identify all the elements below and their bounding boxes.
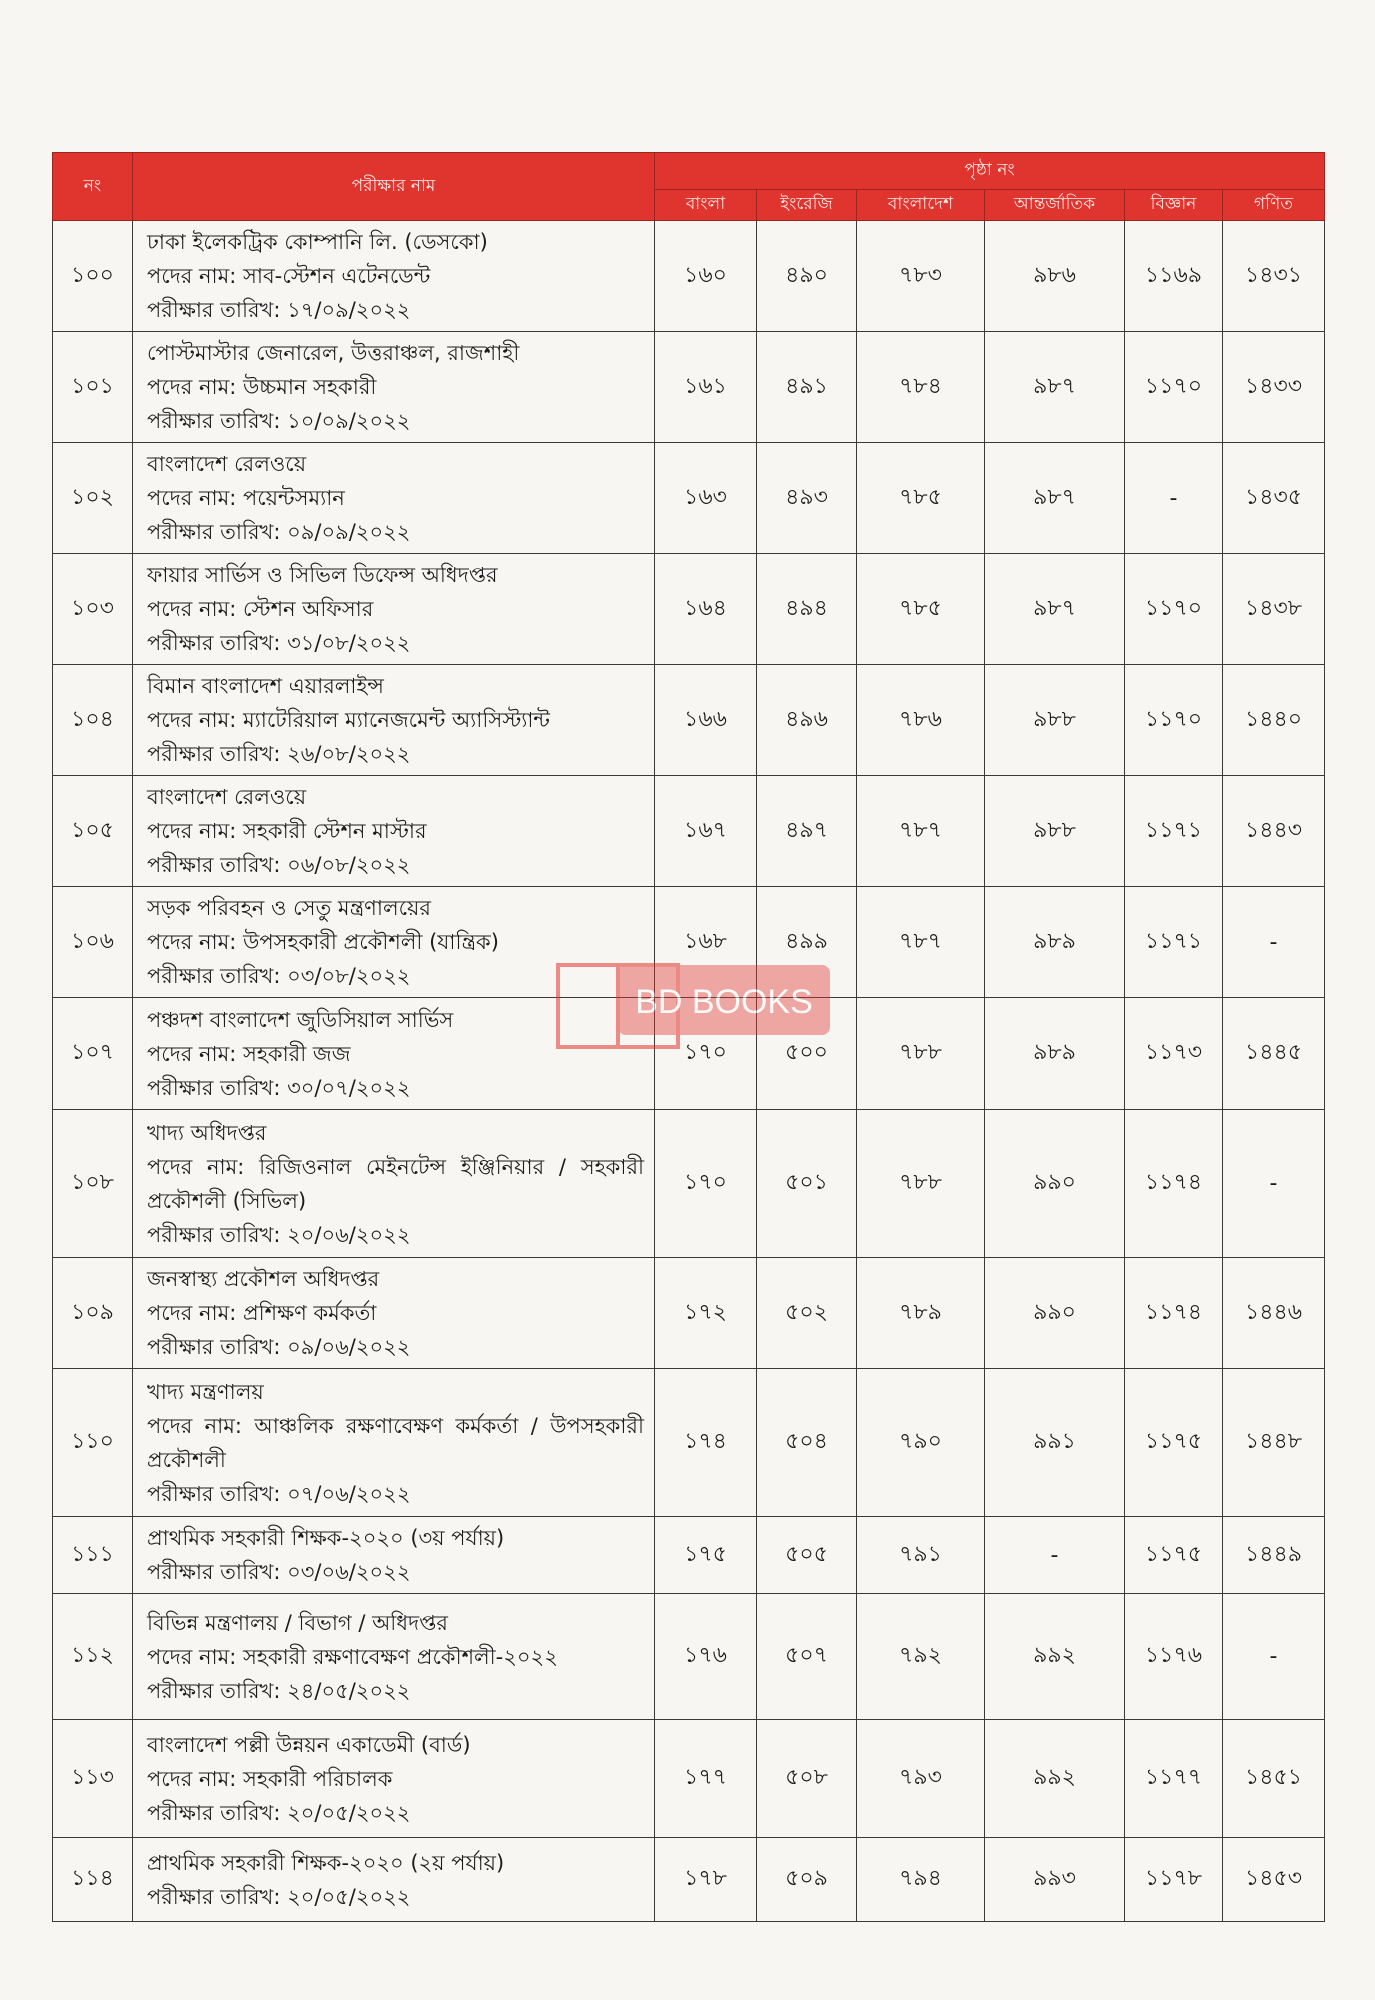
- page-bangladesh: ৭৮৭: [857, 776, 985, 887]
- table-row: [53, 221, 1325, 332]
- post-name: পদের নাম: সাব-স্টেশন এটেনডেন্ট: [147, 264, 431, 288]
- exam-title: প্রাথমিক সহকারী শিক্ষক-২০২০ (২য় পর্যায়): [147, 1850, 505, 1875]
- page-english: ৪৯৭: [757, 776, 857, 887]
- exam-date: পরীক্ষার তারিখ: ৩০/০৭/২০২২: [147, 1075, 411, 1100]
- page-bangladesh: ৭৮৮: [857, 1110, 985, 1258]
- exam-date: পরীক্ষার তারিখ: ২০/০৫/২০২২: [147, 1884, 411, 1909]
- page-math: ১৪৩৫: [1223, 443, 1325, 554]
- exam-index-table: [52, 152, 1325, 1922]
- post-name: পদের নাম: প্রশিক্ষণ কর্মকর্তা: [147, 1301, 377, 1325]
- exam-title: খাদ্য মন্ত্রণালয়: [147, 1379, 264, 1404]
- page-science: ১১৭০: [1125, 665, 1223, 776]
- row-number: ১০৯: [53, 1258, 133, 1369]
- row-number: ১০৪: [53, 665, 133, 776]
- page-bangla: ১৬৮: [655, 887, 757, 998]
- row-number: ১০২: [53, 443, 133, 554]
- page-bangladesh: ৭৯২: [857, 1594, 985, 1720]
- page-bangla: ১৬১: [655, 332, 757, 443]
- table-row: [53, 1369, 1325, 1517]
- exam-date: পরীক্ষার তারিখ: ১০/০৯/২০২২: [147, 409, 411, 433]
- page-english: ৪৯৩: [757, 443, 857, 554]
- page-international: ৯৮৮: [985, 776, 1125, 887]
- exam-title: খাদ্য অধিদপ্তর: [147, 1120, 267, 1145]
- table-row: [53, 998, 1325, 1110]
- page-international: -: [985, 1517, 1125, 1594]
- exam-title: পঞ্চদশ বাংলাদেশ জুডিসিয়াল সার্ভিস: [147, 1007, 454, 1032]
- page-bangladesh: ৭৮৯: [857, 1258, 985, 1369]
- exam-title: ঢাকা ইলেকট্রিক কোম্পানি লি. (ডেসকো): [147, 230, 488, 254]
- page-international: ৯৮৬: [985, 221, 1125, 332]
- page-bangladesh: ৭৮৬: [857, 665, 985, 776]
- exam-title: পোস্টমাস্টার জেনারেল, উত্তরাঞ্চল, রাজশাহী: [147, 341, 520, 365]
- exam-name-cell: [133, 1110, 655, 1258]
- page-international: ৯৮৮: [985, 665, 1125, 776]
- post-name: পদের নাম: পয়েন্টসম্যান: [147, 486, 345, 510]
- exam-title: বাংলাদেশ রেলওয়ে: [147, 452, 307, 476]
- table-row: [53, 1720, 1325, 1838]
- header-subject-math: গণিত: [1223, 190, 1325, 221]
- post-name: পদের নাম: সহকারী স্টেশন মাস্টার: [147, 819, 427, 843]
- exam-date: পরীক্ষার তারিখ: ২০/০৫/২০২২: [147, 1800, 411, 1825]
- page-english: ৫০২: [757, 1258, 857, 1369]
- page-bangladesh: ৭৮৭: [857, 887, 985, 998]
- page-science: -: [1125, 443, 1223, 554]
- page-international: ৯৮৯: [985, 887, 1125, 998]
- page-bangla: ১৭২: [655, 1258, 757, 1369]
- header-exam-name: পরীক্ষার নাম: [133, 153, 655, 221]
- table-row: [53, 1517, 1325, 1594]
- page-english: ৫০৪: [757, 1369, 857, 1517]
- exam-name-cell: [133, 665, 655, 776]
- row-number: ১০৭: [53, 998, 133, 1110]
- post-name: পদের নাম: আঞ্চলিক রক্ষণাবেক্ষণ কর্মকর্তা / উপসহকারী প্রকৌশলী: [147, 1413, 644, 1472]
- table-row: [53, 554, 1325, 665]
- exam-name-cell: [133, 1517, 655, 1594]
- page-english: ৪৯৯: [757, 887, 857, 998]
- page-bangladesh: ৭৮৩: [857, 221, 985, 332]
- exam-title: বিমান বাংলাদেশ এয়ারলাইন্স: [147, 674, 384, 698]
- header-page-no: পৃষ্ঠা নং: [655, 153, 1325, 190]
- page-science: ১১৭৫: [1125, 1517, 1223, 1594]
- exam-name-cell: [133, 1720, 655, 1838]
- page-bangladesh: ৭৮৪: [857, 332, 985, 443]
- row-number: ১০৮: [53, 1110, 133, 1258]
- page-math: ১৪৪৬: [1223, 1258, 1325, 1369]
- exam-date: পরীক্ষার তারিখ: ২৪/০৫/২০২২: [147, 1678, 411, 1703]
- exam-title: সড়ক পরিবহন ও সেতু মন্ত্রণালয়ের: [147, 896, 431, 920]
- page-english: ৫০০: [757, 998, 857, 1110]
- page-science: ১১৭৮: [1125, 1838, 1223, 1922]
- page-math: ১৪৪৮: [1223, 1369, 1325, 1517]
- page-bangla: ১৬৩: [655, 443, 757, 554]
- page-math: ১৪৩৮: [1223, 554, 1325, 665]
- row-number: ১০১: [53, 332, 133, 443]
- header-subject-bangla: বাংলা: [655, 190, 757, 221]
- page-math: ১৪৫১: [1223, 1720, 1325, 1838]
- post-name: পদের নাম: সহকারী রক্ষণাবেক্ষণ প্রকৌশলী-২০২২: [147, 1644, 558, 1669]
- page-english: ৪৯০: [757, 221, 857, 332]
- exam-date: পরীক্ষার তারিখ: ৩১/০৮/২০২২: [147, 631, 411, 655]
- page-bangla: ১৭০: [655, 1110, 757, 1258]
- row-number: ১১২: [53, 1594, 133, 1720]
- exam-name-cell: [133, 443, 655, 554]
- page-international: ৯৯৩: [985, 1838, 1125, 1922]
- exam-name-cell: [133, 221, 655, 332]
- page-international: ৯৮৭: [985, 443, 1125, 554]
- table-row: [53, 1594, 1325, 1720]
- page-science: ১১৭১: [1125, 776, 1223, 887]
- page-science: ১১৭৩: [1125, 998, 1223, 1110]
- page-math: ১৪৪৩: [1223, 776, 1325, 887]
- post-name: পদের নাম: উপসহকারী প্রকৌশলী (যান্ত্রিক): [147, 930, 499, 954]
- page-international: ৯৯০: [985, 1258, 1125, 1369]
- page-english: ৫০৫: [757, 1517, 857, 1594]
- page-english: ৪৯৬: [757, 665, 857, 776]
- page-bangla: ১৬৪: [655, 554, 757, 665]
- page-bangladesh: ৭৯১: [857, 1517, 985, 1594]
- exam-name-cell: [133, 776, 655, 887]
- row-number: ১০৩: [53, 554, 133, 665]
- page-international: ৯৮৭: [985, 554, 1125, 665]
- page-science: ১১৭১: [1125, 887, 1223, 998]
- exam-name-cell: [133, 1838, 655, 1922]
- row-number: ১০৬: [53, 887, 133, 998]
- header-subject-science: বিজ্ঞান: [1125, 190, 1223, 221]
- post-name: পদের নাম: রিজিওনাল মেইনটেন্স ইঞ্জিনিয়ার / সহকারী প্রকৌশলী (সিভিল): [147, 1154, 644, 1213]
- exam-name-cell: [133, 887, 655, 998]
- exam-date: পরীক্ষার তারিখ: ০৩/০৬/২০২২: [147, 1560, 411, 1584]
- exam-title: বাংলাদেশ পল্লী উন্নয়ন একাডেমী (বার্ড): [147, 1732, 471, 1757]
- table-row: [53, 776, 1325, 887]
- exam-date: পরীক্ষার তারিখ: ০৭/০৬/২০২২: [147, 1481, 411, 1506]
- page-math: ১৪৪৫: [1223, 998, 1325, 1110]
- exam-title: বাংলাদেশ রেলওয়ে: [147, 785, 307, 809]
- exam-date: পরীক্ষার তারিখ: ০৯/০৯/২০২২: [147, 520, 411, 544]
- page-bangla: ১৬৬: [655, 665, 757, 776]
- exam-title: প্রাথমিক সহকারী শিক্ষক-২০২০ (৩য় পর্যায়): [147, 1526, 505, 1550]
- table-row: [53, 332, 1325, 443]
- page-math: ১৪৩১: [1223, 221, 1325, 332]
- table-row: [53, 1110, 1325, 1258]
- page-math: ১৪৩৩: [1223, 332, 1325, 443]
- header-subject-international: আন্তর্জাতিক: [985, 190, 1125, 221]
- table-row: [53, 1258, 1325, 1369]
- exam-title: বিভিন্ন মন্ত্রণালয় / বিভাগ / অধিদপ্তর: [147, 1610, 448, 1635]
- watermark-text: BD BOOKS: [635, 983, 813, 1021]
- page-bangla: ১৭০: [655, 998, 757, 1110]
- exam-date: পরীক্ষার তারিখ: ০৬/০৮/২০২২: [147, 853, 411, 877]
- page-bangladesh: ৭৮৫: [857, 554, 985, 665]
- page-science: ১১৬৯: [1125, 221, 1223, 332]
- page-english: ৪৯৪: [757, 554, 857, 665]
- page-english: ৫০৭: [757, 1594, 857, 1720]
- page-international: ৯৯২: [985, 1594, 1125, 1720]
- page-bangladesh: ৭৮৮: [857, 998, 985, 1110]
- row-number: ১১১: [53, 1517, 133, 1594]
- header-subject-english: ইংরেজি: [757, 190, 857, 221]
- page-english: ৫০৯: [757, 1838, 857, 1922]
- exam-name-cell: [133, 554, 655, 665]
- page-math: ১৪৪০: [1223, 665, 1325, 776]
- page-international: ৯৮৯: [985, 998, 1125, 1110]
- page-math: -: [1223, 1110, 1325, 1258]
- page-science: ১১৭৫: [1125, 1369, 1223, 1517]
- post-name: পদের নাম: সহকারী পরিচালক: [147, 1766, 393, 1791]
- exam-date: পরীক্ষার তারিখ: ১৭/০৯/২০২২: [147, 298, 411, 322]
- row-number: ১১৪: [53, 1838, 133, 1922]
- page-bangla: ১৭৫: [655, 1517, 757, 1594]
- row-number: ১১০: [53, 1369, 133, 1517]
- page-science: ১১৭৭: [1125, 1720, 1223, 1838]
- page-math: ১৪৫৩: [1223, 1838, 1325, 1922]
- page-bangladesh: ৭৮৫: [857, 443, 985, 554]
- post-name: পদের নাম: ম্যাটেরিয়াল ম্যানেজমেন্ট অ্যাসিস্ট্যান্ট: [147, 708, 550, 732]
- page-bangladesh: ৭৯৩: [857, 1720, 985, 1838]
- exam-date: পরীক্ষার তারিখ: ০৩/০৮/২০২২: [147, 964, 411, 988]
- page-math: -: [1223, 887, 1325, 998]
- page-science: ১১৭৪: [1125, 1110, 1223, 1258]
- page-science: ১১৭৪: [1125, 1258, 1223, 1369]
- exam-title: ফায়ার সার্ভিস ও সিভিল ডিফেন্স অধিদপ্তর: [147, 563, 498, 587]
- page-bangla: ১৭৬: [655, 1594, 757, 1720]
- exam-date: পরীক্ষার তারিখ: ২০/০৬/২০২২: [147, 1222, 411, 1247]
- page-international: ৯৯০: [985, 1110, 1125, 1258]
- table-row: [53, 1838, 1325, 1922]
- page-math: -: [1223, 1594, 1325, 1720]
- post-name: পদের নাম: স্টেশন অফিসার: [147, 597, 374, 621]
- page-bangla: ১৬০: [655, 221, 757, 332]
- page-math: ১৪৪৯: [1223, 1517, 1325, 1594]
- row-number: ১০০: [53, 221, 133, 332]
- exam-date: পরীক্ষার তারিখ: ২৬/০৮/২০২২: [147, 742, 411, 766]
- post-name: পদের নাম: উচ্চমান সহকারী: [147, 375, 377, 399]
- exam-name-cell: [133, 1594, 655, 1720]
- post-name: পদের নাম: সহকারী জজ: [147, 1041, 351, 1066]
- page-bangladesh: ৭৯৪: [857, 1838, 985, 1922]
- exam-name-cell: [133, 1369, 655, 1517]
- table-row: [53, 887, 1325, 998]
- table-row: [53, 443, 1325, 554]
- page-international: ৯৯১: [985, 1369, 1125, 1517]
- page-english: ৪৯১: [757, 332, 857, 443]
- page-bangla: ১৭৪: [655, 1369, 757, 1517]
- page-science: ১১৭০: [1125, 332, 1223, 443]
- page-bangla: ১৭৮: [655, 1838, 757, 1922]
- page-science: ১১৭৬: [1125, 1594, 1223, 1720]
- row-number: ১১৩: [53, 1720, 133, 1838]
- page-international: ৯৮৭: [985, 332, 1125, 443]
- exam-name-cell: [133, 1258, 655, 1369]
- table-row: [53, 665, 1325, 776]
- page-bangladesh: ৭৯০: [857, 1369, 985, 1517]
- page-bangla: ১৬৭: [655, 776, 757, 887]
- exam-title: জনস্বাস্থ্য প্রকৌশল অধিদপ্তর: [147, 1267, 380, 1291]
- page-science: ১১৭০: [1125, 554, 1223, 665]
- header-no: নং: [53, 153, 133, 221]
- exam-date: পরীক্ষার তারিখ: ০৯/০৬/২০২২: [147, 1335, 411, 1359]
- page-english: ৫০১: [757, 1110, 857, 1258]
- page-bangla: ১৭৭: [655, 1720, 757, 1838]
- page-international: ৯৯২: [985, 1720, 1125, 1838]
- row-number: ১০৫: [53, 776, 133, 887]
- exam-name-cell: [133, 998, 655, 1110]
- page-english: ৫০৮: [757, 1720, 857, 1838]
- exam-index-sheet: [52, 152, 1324, 1922]
- exam-name-cell: [133, 332, 655, 443]
- header-subject-bangladesh: বাংলাদেশ: [857, 190, 985, 221]
